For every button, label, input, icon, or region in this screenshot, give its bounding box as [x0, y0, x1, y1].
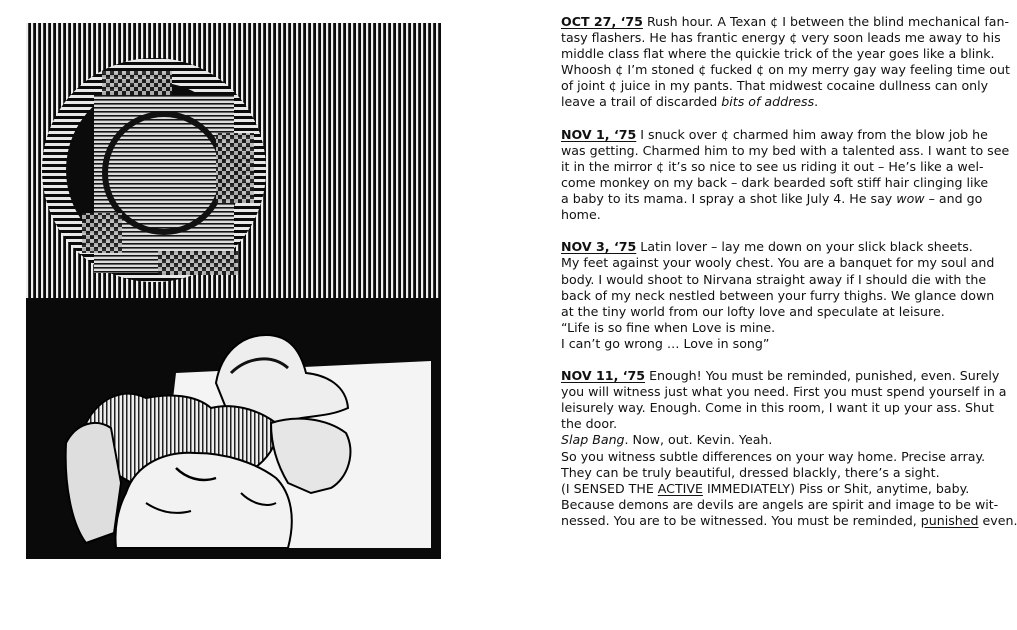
entry-line: Rush hour. A Texan ¢ I between the blind mechanical fan-	[646, 14, 1009, 29]
entry-line: So you witness subtle differences on your way home. Precise array.	[561, 448, 986, 464]
collage-image	[26, 23, 441, 559]
entry-underlined-text: punished	[920, 512, 979, 528]
entry-underlined-text: ACTIVE	[657, 480, 703, 496]
entry-date: NOV 1, ‘75	[561, 126, 637, 142]
entry-line: Because demons are devils are angels are spirit and image to be wit-	[561, 496, 999, 512]
entry-text: – and go	[924, 191, 983, 207]
entry-line: was getting. Charmed him to my bed with a talented ass. I want to see	[561, 142, 1010, 158]
entry-line: the door.	[561, 416, 618, 432]
entry-line: you will witness just what you need. First you must spend yourself in a	[561, 384, 1007, 400]
entry-text: .	[814, 94, 819, 110]
entry-italic-text: Slap Bang	[561, 432, 625, 448]
entry-line: “Life is so fine when Love is mine.	[561, 319, 776, 335]
entry-line: Whoosh ¢ I’m stoned ¢ fucked ¢ on my merry gay way feeling time out	[561, 62, 1010, 78]
entry-text: leave a trail of discarded	[561, 94, 722, 110]
entry-line: it in the mirror ¢ it’s so nice to see us riding it out – He’s like a wel-	[561, 158, 984, 174]
entry-line: home.	[561, 207, 601, 223]
entry-line: They can be truly beautiful, dressed blackly, there’s a sight.	[561, 464, 940, 480]
entry-line	[561, 432, 981, 448]
entry-line: I snuck over ¢ charmed him away from the blow job he	[640, 126, 988, 142]
entry-line	[561, 512, 1017, 529]
journal-entry	[561, 368, 1017, 529]
entry-line: back of my neck nestled between your furry thighs. We glance down	[561, 287, 995, 303]
entry-text: (I SENSED THE	[561, 480, 658, 496]
entry-line: at the tiny world from our lofty love and speculate at leisure.	[561, 303, 945, 319]
journal-text-column	[561, 14, 1017, 545]
collage-artwork	[26, 23, 441, 559]
entry-text: nessed. You are to be witnessed. You must be reminded,	[561, 512, 921, 528]
entry-line	[561, 191, 981, 207]
entry-italic-text: wow	[896, 191, 925, 207]
entry-line	[561, 94, 981, 110]
entry-line: middle class flat where the quickie trick of the year goes like a blink.	[561, 46, 995, 62]
entry-line: Enough! You must be reminded, punished, even. Surely	[649, 368, 1000, 384]
entry-text: even.	[978, 512, 1017, 528]
entry-line: body. I would shoot to Nirvana straight away if I should die with the	[561, 271, 987, 287]
journal-entry	[561, 239, 995, 352]
entry-italic-text: bits of address	[721, 94, 815, 110]
entry-line: My feet against your wooly chest. You are a banquet for my soul and	[561, 255, 995, 271]
entry-text: . Now, out. Kevin. Yeah.	[624, 432, 773, 448]
entry-line	[561, 481, 981, 497]
entry-line: of joint ¢ juice in my pants. That midwest cocaine dullness can only	[561, 78, 989, 94]
entry-line: Latin lover – lay me down on your slick black sheets.	[640, 239, 973, 255]
entry-line: I can’t go wrong … Love in song”	[561, 335, 770, 351]
entry-date: NOV 11, ‘75	[561, 368, 646, 384]
journal-entry	[561, 126, 1010, 224]
entry-line: come monkey on my back – dark bearded soft stiff hair clinging like	[561, 174, 989, 190]
journal-entry	[561, 14, 1010, 111]
entry-line: tasy flashers. He has frantic energy ¢ very soon leads me away to his	[561, 30, 1001, 46]
entry-date: OCT 27, ‘75	[561, 14, 643, 29]
entry-text: IMMEDIATELY) Piss or Shit, anytime, baby.	[702, 480, 970, 496]
entry-line: leisurely way. Enough. Come in this room, I want it up your ass. Shut	[561, 400, 994, 416]
entry-text: a baby to its mama. I spray a shot like July 4. He say	[561, 191, 897, 207]
entry-date: NOV 3, ‘75	[561, 239, 637, 255]
